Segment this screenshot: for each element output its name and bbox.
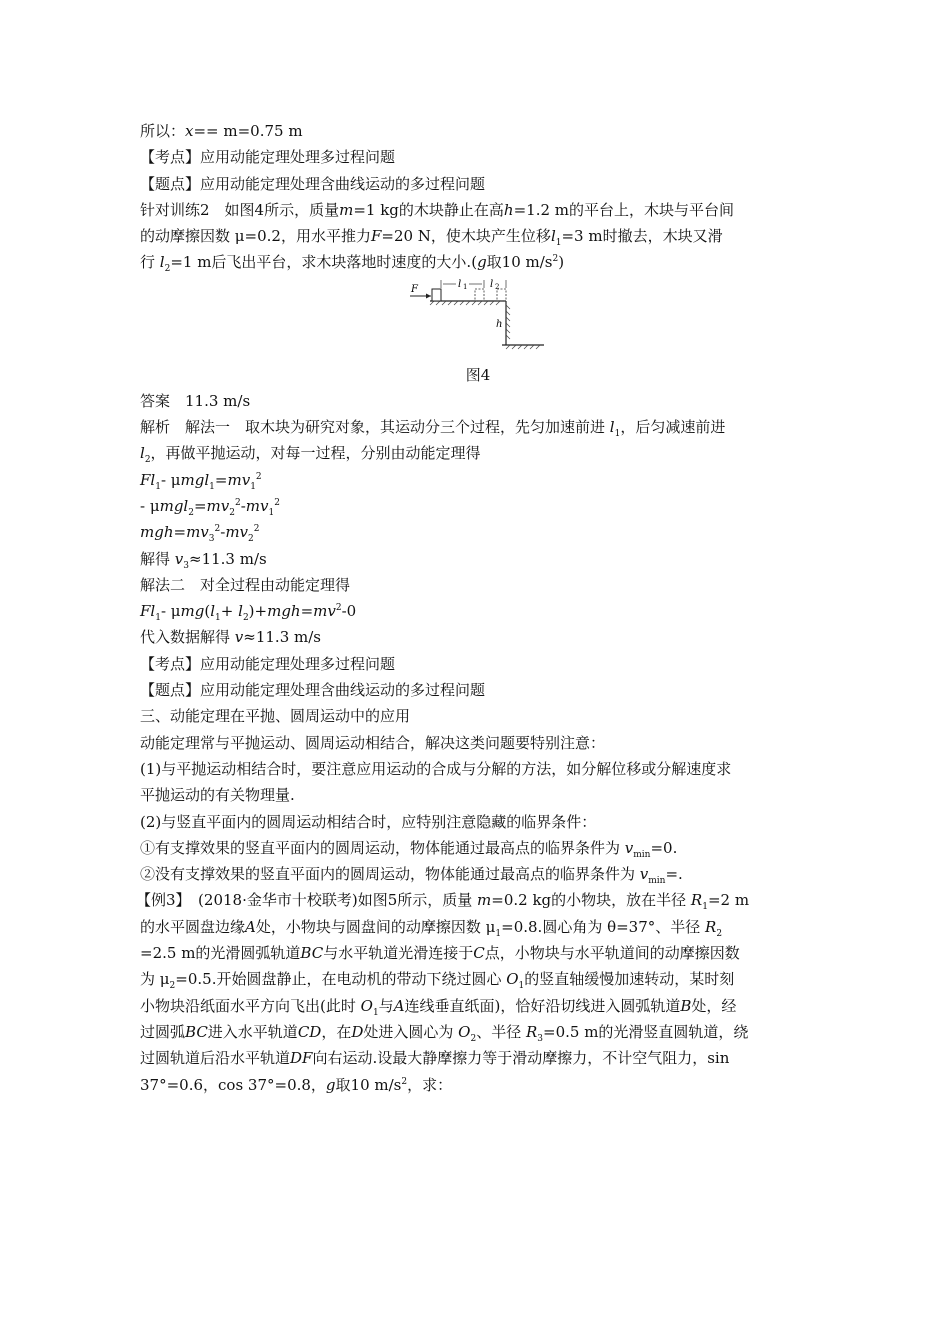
- body-text: (2)与竖直平面内的圆周运动相结合时，应特别注意隐藏的临界条件：: [140, 812, 597, 831]
- kaodian-label: 【考点】应用动能定理处理多过程问题: [140, 654, 396, 673]
- solution-text: $l_2$，再做平抛运动，对每一过程，分别由动能定理得: [140, 444, 481, 466]
- example-text: 小物块沿纸面水平方向飞出(此时 $O_1$与A连线垂直纸面)，恰好沿切线进入圆弧轨道B处，经: [140, 996, 737, 1018]
- result-line: 解得 $v_3\approx 11.3$ m/s: [140, 549, 267, 571]
- answer-line: 答案 11.3 m/s: [140, 391, 251, 410]
- problem-text: 行 $l_2=1$ m后飞出平台，求木块落地时速度的大小.(g取10 $m/s^2$): [140, 253, 565, 275]
- wood-block: [432, 289, 441, 301]
- example-text: 37°=0.6，cos 37°=0.8，g取10 $m/s^2$，求：: [140, 1075, 453, 1094]
- result-line: 代入数据解得 v≈11.3 m/s: [140, 628, 321, 647]
- solution-text: 解析 解法一 取木块为研究对象，其运动分三个过程，先匀加速前进 $l_1$，后匀减速前进: [140, 418, 726, 440]
- svg-text:1: 1: [463, 282, 468, 291]
- example-text: 过圆弧BC进入水平轨道CD，在D处进入圆心为 $O_2$、半径 $R_3=0.5$ m的光滑竖直圆轨道，绕: [140, 1022, 749, 1044]
- example-text: =2.5 m的光滑圆弧轨道BC与水平轨道光滑连接于C点，小物块与水平轨道间的动摩擦因数: [140, 944, 740, 963]
- body-text: ②没有支撑效果的竖直平面内的圆周运动，物体能通过最高点的临界条件为 $v_{min}=$.: [140, 865, 683, 887]
- body-text: 平抛运动的有关物理量.: [140, 786, 295, 805]
- document-page: [136, 118, 816, 1098]
- problem-text: 针对训练2 如图4所示，质量m=1 kg的木块静止在高h=1.2 m的平台上，木块与平台间: [140, 200, 734, 219]
- example-3: 【例3】 (2018·金华市十校联考)如图5所示，质量 m=0.2 kg的小物块，放在半径 $R_1=2$ m: [136, 891, 750, 913]
- l2-label: l: [490, 278, 494, 290]
- tidian-label: 【题点】应用动能定理处理含曲线运动的多过程问题: [140, 681, 486, 700]
- solution-text: 解法二 对全过程由动能定理得: [140, 575, 351, 594]
- section-heading: 三、动能定理在平抛、圆周运动中的应用: [140, 707, 411, 726]
- example-text: 过圆轨道后沿水平轨道DF向右运动.设最大静摩擦力等于滑动摩擦力，不计空气阻力，sin: [140, 1049, 730, 1068]
- example-text: 为 $\mu_2=0.5$.开始圆盘静止，在电动机的带动下绕过圆心 $O_1$的竖直轴缓慢加速转动，某时刻: [140, 970, 735, 992]
- problem-text: 的动摩擦因数 μ=0.2，用水平推力F=20 N，使木块产生位移$l_1=3$ m时撤去，木块又滑: [140, 227, 723, 249]
- body-text: ①有支撑效果的竖直平面内的圆周运动，物体能通过最高点的临界条件为 $v_{min}=0$.: [140, 838, 678, 860]
- equation: $Fl_1-$ $\mu mg(l_1+ l_2)+mgh=mv^2-0$: [140, 602, 357, 624]
- platform-diagram: [402, 278, 552, 356]
- tidian-label: 【题点】应用动能定理处理含曲线运动的多过程问题: [140, 174, 486, 193]
- l1-label: l: [458, 278, 462, 290]
- body-text: 动能定理常与平抛运动、圆周运动相结合，解决这类问题要特别注意：: [140, 733, 606, 752]
- kaodian-label: 【考点】应用动能定理处理多过程问题: [140, 148, 396, 167]
- answer-x-line: 所以：x== m=0.75 m: [140, 122, 303, 140]
- equation: $Fl_1-$ $\mu mgl_1=mv_1^2$: [140, 470, 262, 492]
- figure-caption: 图4: [465, 365, 491, 384]
- svg-text:2: 2: [495, 282, 500, 291]
- example-text: 的水平圆盘边缘A处，小物块与圆盘间的动摩擦因数 $\mu_1=0.8$.圆心角为 θ=37°、半径 $R_2$: [140, 917, 723, 939]
- equation: - $\mu mgl_2=mv_2^2-mv_1^2$: [140, 496, 280, 518]
- body-text: (1)与平抛运动相结合时，要注意应用运动的合成与分解的方法，如分解位移或分解速度求: [140, 759, 732, 778]
- figure-4: [140, 276, 816, 358]
- force-label: F: [411, 283, 418, 295]
- h-label: h: [496, 318, 503, 330]
- equation: $mgh=mv_3^2-mv_2^2$: [140, 523, 260, 545]
